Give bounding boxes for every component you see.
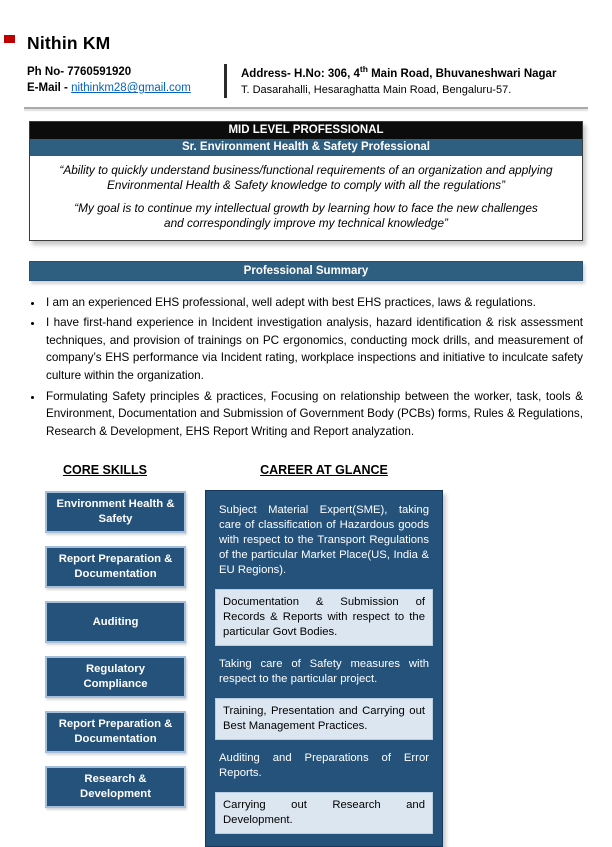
skill-box: Report Preparation & Documentation <box>45 546 186 588</box>
level-banner: MID LEVEL PROFESSIONAL <box>30 122 582 139</box>
address-line2: T. Dasarahalli, Hesaraghatta Main Road, Bengaluru-57. <box>241 84 512 96</box>
career-item: Documentation & Submission of Records & Reports with respect to the particular Govt Bodies. <box>215 589 433 646</box>
quote-1: “Ability to quickly understand business/functional requirements of an organization and applying Environmental Health & Safety knowledge to comply with all the regulations” <box>59 163 553 193</box>
role-banner: Sr. Environment Health & Safety Professional <box>30 139 582 156</box>
header-rule <box>24 107 588 110</box>
skills-career-columns <box>27 463 585 847</box>
quote-2: “My goal is to continue my intellectual growth by learning how to face the new challenges and correspondingly improve my technical knowledge” <box>74 200 538 230</box>
professional-summary-heading: Professional Summary <box>29 261 583 281</box>
core-skills-heading: CORE SKILLS <box>62 463 148 478</box>
contact-divider <box>224 64 227 98</box>
career-item: Auditing and Preparations of Error Reports. <box>219 752 429 780</box>
skill-box: Report Preparation & Documentation <box>45 711 186 753</box>
career-item: Taking care of Safety measures with respect to the particular project. <box>219 658 429 686</box>
email-label: E-Mail - <box>27 82 72 95</box>
summary-bullet: • Formulating Safety principles & practices, Focusing on relationship between the worker, task, tools & Environment, Documentation and Submission of Government Body (PCBs) forms, Rules & Regulations, Research & Development, EHS Report Writing and Report analyzation. <box>44 388 583 441</box>
contact-block <box>27 64 585 98</box>
resume-page <box>0 33 612 825</box>
career-item: Training, Presentation and Carrying out Best Management Practices. <box>215 698 433 740</box>
career-item: Carrying out Research and Development. <box>215 792 433 834</box>
career-column <box>205 463 443 847</box>
summary-bullet-list <box>27 294 585 440</box>
skill-box: Auditing <box>45 601 186 643</box>
candidate-name: Nithin KM <box>27 33 111 53</box>
summary-bullet: • I have first-hand experience in Incident investigation analysis, hazard identification & risk assessment techniques, and provision of trainings on PC ergonomics, conducting mock drills, and measurement of company’s EHS performance via Incident rating, workplace inspections and initiative to inculcate safety culture within the organization. <box>44 314 583 384</box>
address-line1: Address- H.No: 306, 4th Main Road, Bhuvaneshwari Nagar <box>241 64 557 80</box>
email-line <box>27 80 224 96</box>
career-item: Subject Material Expert(SME), taking care of classification of Hazardous goods with respect to the Transport Regulations of the particular Market Place(US, India & EU Regions). <box>219 504 429 577</box>
career-heading: CAREER AT GLANCE <box>260 463 388 478</box>
skill-box: Research & Development <box>45 766 186 808</box>
contact-left <box>27 64 224 98</box>
summary-bullet: • I am an experienced EHS professional, well adept with best EHS practices, laws & regulations. <box>44 294 583 312</box>
phone-line: Ph No- 7760591920 <box>27 66 132 78</box>
quotes-block <box>30 156 582 240</box>
resume-content <box>0 33 612 847</box>
core-skills-column <box>27 463 204 847</box>
profile-banner <box>29 121 583 241</box>
corner-marker <box>4 35 15 43</box>
address-superscript: th <box>359 64 368 74</box>
contact-right <box>233 64 585 98</box>
career-panel <box>205 490 443 847</box>
skill-box: Regulatory Compliance <box>45 656 186 698</box>
skill-box: Environment Health & Safety <box>45 491 186 533</box>
email-link[interactable]: nithinkm28@gmail.com <box>71 82 191 95</box>
